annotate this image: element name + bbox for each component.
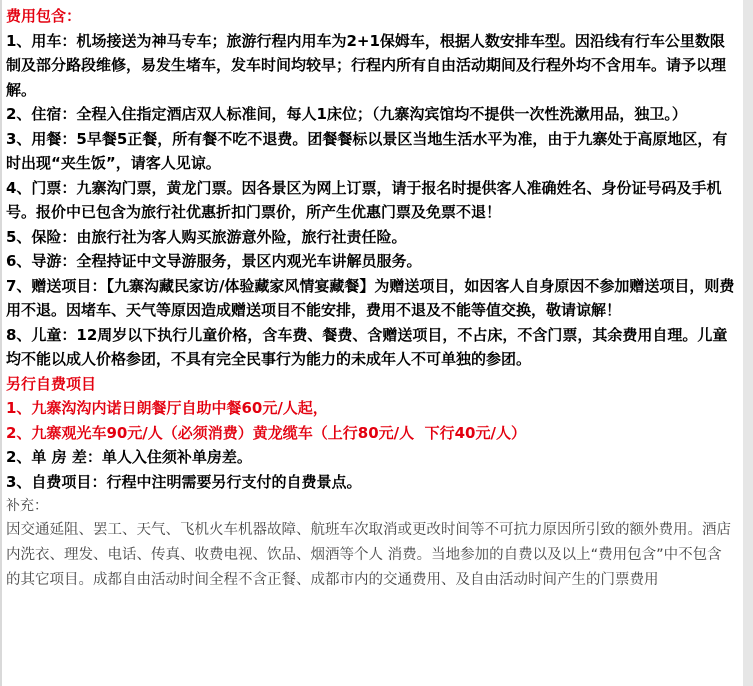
fee-item-insurance: 5、保险：由旅行社为客人购买旅游意外险，旅行社责任险。 <box>6 227 407 246</box>
right-scroll-gutter <box>743 0 753 686</box>
fee-item-meals: 3、用餐：5早餐5正餐，所有餐不吃不退费。团餐餐标以景区当地生活水平为准，由于九寨处于高原地区，有时出现“夹生饭”，请客人见谅。 <box>6 129 728 172</box>
document-content <box>6 4 736 593</box>
fee-item-guide: 6、导游：全程持证中文导游服务，景区内观光车讲解员服务。 <box>6 252 422 270</box>
self-paid-item-single-room: 2、单 房 差：单人入住须补单房差。 <box>6 448 252 466</box>
self-paid-item-transport: 2、九寨观光车90元/人（必须消费）黄龙缆车（上行80元/人 下行40元/人） <box>6 423 526 442</box>
fee-item-gift: 7、赠送项目：【九寨沟藏民家访/体验藏家风情宴藏餐】为赠送项目，如因客人自身原因不参加赠送项目，则费用不退。因堵车、天气等原因造成赠送项目不能安排，费用不退及不能等值交换，敬请谅解！ <box>6 276 735 319</box>
left-border <box>0 0 2 686</box>
fee-item-children: 8、儿童：12周岁以下执行儿童价格，含车费、餐费、含赠送项目，不占床，不含门票，其余费用自理。儿童均不能以成人价格参团，不具有完全民事行为能力的未成年人不可单独的参团。 <box>6 325 728 368</box>
self-paid-list <box>6 396 736 494</box>
fee-included-list <box>6 29 736 372</box>
self-paid-item-attractions: 3、自费项目：行程中注明需要另行支付的自费景点。 <box>6 472 362 491</box>
supplement-text: 因交通延阻、罢工、天气、飞机火车机器故障、航班车次取消或更改时间等不可抗力原因所引致的额外费用。酒店内洗衣、理发、电话、传真、收费电视、饮品、烟酒等个人 消费。当地参加的自费以及以上“费用包含”中不包含的其它项目。成都自由活动时间全程不含正餐、成都市内的交通费用、及自由活动时间产生的门票费用 <box>6 522 731 588</box>
supplement-label: 补充： <box>6 498 48 514</box>
self-paid-item-lunch: 1、九寨沟沟内诺日朗餐厅自助中餐60元/人起， <box>6 399 328 417</box>
fee-item-vehicle: 1、用车：机场接送为神马专车；旅游行程内用车为2+1保姆车，根据人数安排车型。因沿线有行车公里数限制及部分路段维修，易发生堵车，发车时间均较早；行程内所有自由活动期间及行程外均不含用车。请予以理解。 <box>6 31 727 99</box>
fee-included-heading: 费用包含： <box>6 7 82 25</box>
self-paid-heading: 另行自费项目 <box>6 374 97 393</box>
fee-item-tickets: 4、门票：九寨沟门票，黄龙门票。因各景区为网上订票，请于报名时提供客人准确姓名、身份证号码及手机号。报价中已包含为旅行社优惠折扣门票价，所产生优惠门票及免票不退！ <box>6 178 722 221</box>
fee-item-accommodation: 2、住宿：全程入住指定酒店双人标准间，每人1床位；（九寨沟宾馆均不提供一次性洗漱用品，独卫。） <box>6 105 687 123</box>
